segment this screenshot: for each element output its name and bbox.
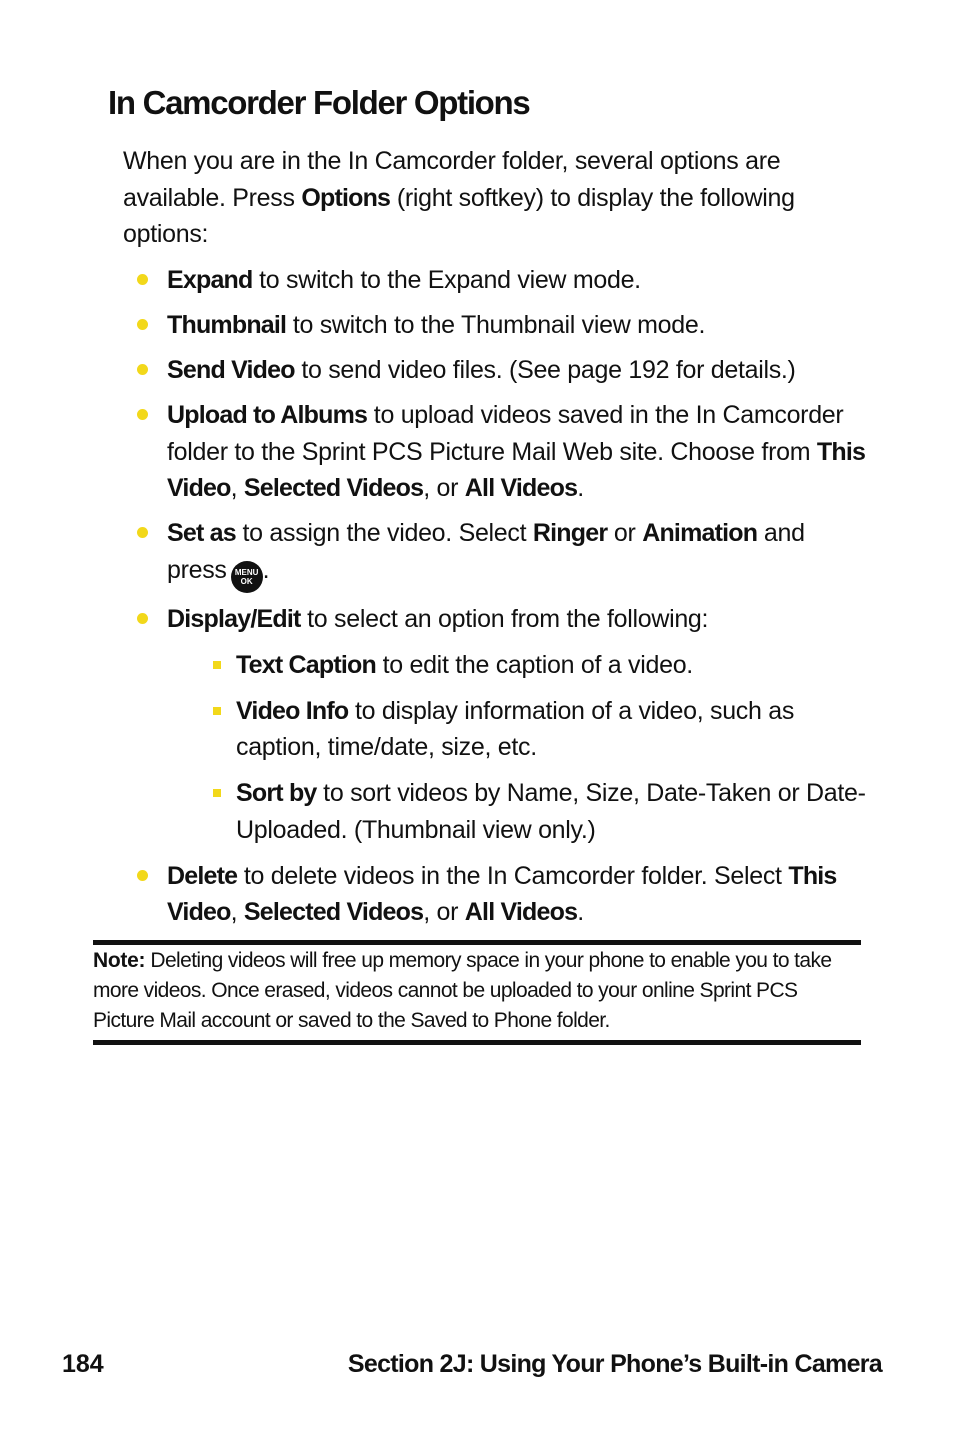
- square-bullet-icon: [213, 707, 221, 715]
- display-edit-sublist: [167, 647, 867, 849]
- sublist-item-sort-by: Sort by to sort videos by Name, Size, Date-Taken or Date-Uploaded. (Thumbnail view only.): [236, 775, 867, 848]
- menu-ok-key-icon: MENU OK: [231, 561, 263, 593]
- page-number: 184: [62, 1350, 104, 1378]
- list-item-thumbnail: Thumbnail to switch to the Thumbnail view mode.: [167, 307, 867, 344]
- bullet-icon: [137, 364, 148, 375]
- list-item-display-edit: Display/Edit to select an option from the following: Text Caption to edit the caption of a video. Video Info to display information of a video, such as caption, time/date, size, etc. Sort by to sort videos by Name, Size, Date-Taken or Date-Uploaded. (Thumbnail view only.): [167, 601, 867, 848]
- sublist-item-video-info: Video Info to display information of a video, such as caption, time/date, size, etc.: [236, 693, 867, 766]
- list-item-expand: Expand to switch to the Expand view mode.: [167, 262, 867, 299]
- list-item-upload-to-albums: Upload to Albums to upload videos saved in the In Camcorder folder to the Sprint PCS Picture Mail Web site. Choose from This Video, Selected Videos, or All Videos.: [167, 397, 867, 507]
- page-title: In Camcorder Folder Options: [108, 84, 530, 121]
- section-title: Section 2J: Using Your Phone’s Built-in Camera: [347, 1350, 882, 1378]
- bullet-icon: [137, 527, 148, 538]
- list-item-set-as: Set as to assign the video. Select Ringer or Animation and press MENU OK .: [167, 515, 867, 593]
- options-keyword: Options: [301, 183, 391, 212]
- intro-paragraph: When you are in the In Camcorder folder, several options are available. Press Options (right softkey) to display the following options:: [123, 147, 795, 248]
- note-text: Deleting videos will free up memory space in your phone to enable you to take more videos. Once erased, videos cannot be uploaded to your online Sprint PCS Picture Mail account or saved to the Saved to Phone folder.: [93, 949, 832, 1032]
- list-item-delete: Delete to delete videos in the In Camcorder folder. Select This Video, Selected Videos, or All Videos.: [167, 858, 867, 931]
- note-label: Note:: [93, 949, 146, 972]
- square-bullet-icon: [213, 661, 221, 669]
- note-bottom-rule: [93, 1040, 861, 1045]
- options-list: [167, 262, 867, 939]
- bullet-icon: [137, 319, 148, 330]
- square-bullet-icon: [213, 789, 221, 797]
- sublist-item-text-caption: Text Caption to edit the caption of a video.: [236, 647, 867, 684]
- note-top-rule: [93, 940, 861, 945]
- bullet-icon: [137, 274, 148, 285]
- bullet-icon: [137, 409, 148, 420]
- bullet-icon: [137, 613, 148, 624]
- note-box: [93, 946, 861, 1036]
- bullet-icon: [137, 870, 148, 881]
- list-item-send-video: Send Video to send video files. (See page 192 for details.): [167, 352, 867, 389]
